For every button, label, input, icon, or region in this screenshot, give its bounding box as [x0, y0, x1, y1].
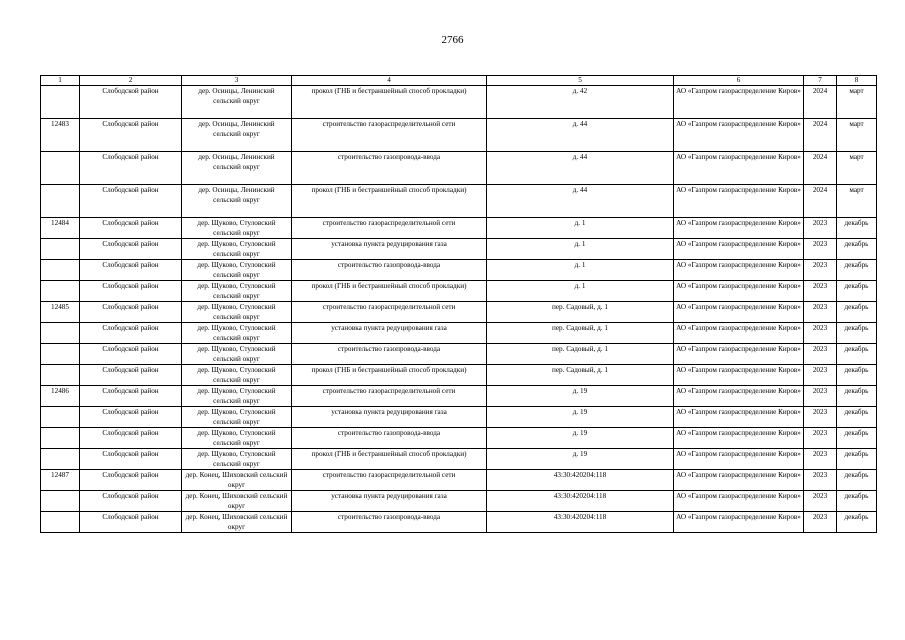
address-cell: пер. Садовый, д. 1: [487, 302, 674, 323]
address-cell: д. 44: [487, 185, 674, 218]
organization-cell: АО «Газпром газораспределение Киров»: [674, 491, 804, 512]
work-type-cell: строительство газопровода-ввода: [292, 428, 487, 449]
address-cell: д. 44: [487, 119, 674, 152]
organization-cell: АО «Газпром газораспределение Киров»: [674, 239, 804, 260]
table-row: [41, 86, 877, 119]
row-number-cell: 12485: [41, 302, 80, 323]
month-cell: декабрь: [837, 281, 877, 302]
row-number-cell: [41, 365, 80, 386]
month-cell: декабрь: [837, 218, 877, 239]
month-cell: декабрь: [837, 470, 877, 491]
row-number-cell: [41, 491, 80, 512]
work-type-cell: строительство газораспределительной сети: [292, 302, 487, 323]
table-body: [41, 86, 877, 533]
district-cell: Слободской район: [80, 218, 182, 239]
address-cell: д. 1: [487, 260, 674, 281]
address-cell: д. 44: [487, 152, 674, 185]
organization-cell: АО «Газпром газораспределение Киров»: [674, 86, 804, 119]
table-row: [41, 260, 877, 281]
settlement-cell: дер. Щуково, Стуловский сельский округ: [182, 323, 292, 344]
organization-cell: АО «Газпром газораспределение Киров»: [674, 152, 804, 185]
district-cell: Слободской район: [80, 86, 182, 119]
month-cell: декабрь: [837, 260, 877, 281]
district-cell: Слободской район: [80, 302, 182, 323]
row-number-cell: [41, 323, 80, 344]
table-row: [41, 512, 877, 533]
district-cell: Слободской район: [80, 281, 182, 302]
address-cell: пер. Садовый, д. 1: [487, 323, 674, 344]
district-cell: Слободской район: [80, 260, 182, 281]
settlement-cell: дер. Щуково, Стуловский сельский округ: [182, 239, 292, 260]
organization-cell: АО «Газпром газораспределение Киров»: [674, 260, 804, 281]
district-cell: Слободской район: [80, 344, 182, 365]
column-header: 1: [41, 76, 80, 86]
settlement-cell: дер. Осинцы, Ленинский сельский округ: [182, 185, 292, 218]
table-row: [41, 470, 877, 491]
row-number-cell: 12487: [41, 470, 80, 491]
row-number-cell: [41, 86, 80, 119]
work-type-cell: установка пункта редуцирования газа: [292, 407, 487, 428]
work-type-cell: строительство газораспределительной сети: [292, 218, 487, 239]
work-type-cell: установка пункта редуцирования газа: [292, 239, 487, 260]
settlement-cell: дер. Осинцы, Ленинский сельский округ: [182, 86, 292, 119]
month-cell: март: [837, 86, 877, 119]
work-type-cell: установка пункта редуцирования газа: [292, 323, 487, 344]
district-cell: Слободской район: [80, 365, 182, 386]
row-number-cell: [41, 344, 80, 365]
work-type-cell: прокол (ГНБ и бестраншейный способ прокладки): [292, 365, 487, 386]
district-cell: Слободской район: [80, 386, 182, 407]
gasification-register-table: [40, 75, 877, 533]
year-cell: 2023: [804, 386, 837, 407]
month-cell: декабрь: [837, 428, 877, 449]
organization-cell: АО «Газпром газораспределение Киров»: [674, 512, 804, 533]
address-cell: д. 19: [487, 428, 674, 449]
district-cell: Слободской район: [80, 152, 182, 185]
address-cell: пер. Садовый, д. 1: [487, 365, 674, 386]
organization-cell: АО «Газпром газораспределение Киров»: [674, 218, 804, 239]
work-type-cell: прокол (ГНБ и бестраншейный способ прокладки): [292, 449, 487, 470]
year-cell: 2023: [804, 344, 837, 365]
organization-cell: АО «Газпром газораспределение Киров»: [674, 386, 804, 407]
address-cell: д. 1: [487, 239, 674, 260]
column-header: 8: [837, 76, 877, 86]
address-cell: д. 19: [487, 449, 674, 470]
year-cell: 2023: [804, 407, 837, 428]
year-cell: 2023: [804, 218, 837, 239]
organization-cell: АО «Газпром газораспределение Киров»: [674, 185, 804, 218]
address-cell: пер. Садовый, д. 1: [487, 344, 674, 365]
address-cell: д. 19: [487, 386, 674, 407]
year-cell: 2024: [804, 119, 837, 152]
work-type-cell: строительство газораспределительной сети: [292, 470, 487, 491]
table-row: [41, 449, 877, 470]
table-row: [41, 185, 877, 218]
organization-cell: АО «Газпром газораспределение Киров»: [674, 470, 804, 491]
work-type-cell: строительство газопровода-ввода: [292, 344, 487, 365]
organization-cell: АО «Газпром газораспределение Киров»: [674, 281, 804, 302]
organization-cell: АО «Газпром газораспределение Киров»: [674, 302, 804, 323]
year-cell: 2023: [804, 281, 837, 302]
table-row: [41, 386, 877, 407]
month-cell: декабрь: [837, 512, 877, 533]
row-number-cell: 12483: [41, 119, 80, 152]
work-type-cell: прокол (ГНБ и бестраншейный способ прокладки): [292, 86, 487, 119]
year-cell: 2023: [804, 323, 837, 344]
district-cell: Слободской район: [80, 407, 182, 428]
table-row: [41, 407, 877, 428]
work-type-cell: строительство газопровода-ввода: [292, 260, 487, 281]
organization-cell: АО «Газпром газораспределение Киров»: [674, 119, 804, 152]
table-row: [41, 323, 877, 344]
organization-cell: АО «Газпром газораспределение Киров»: [674, 323, 804, 344]
month-cell: март: [837, 152, 877, 185]
row-number-cell: [41, 281, 80, 302]
year-cell: 2023: [804, 491, 837, 512]
table-row: [41, 491, 877, 512]
month-cell: декабрь: [837, 449, 877, 470]
row-number-cell: [41, 512, 80, 533]
work-type-cell: установка пункта редуцирования газа: [292, 491, 487, 512]
organization-cell: АО «Газпром газораспределение Киров»: [674, 407, 804, 428]
column-header: 3: [182, 76, 292, 86]
table-row: [41, 344, 877, 365]
row-number-cell: [41, 407, 80, 428]
page-number: 2766: [441, 34, 464, 46]
month-cell: декабрь: [837, 302, 877, 323]
table-row: [41, 428, 877, 449]
column-header: 4: [292, 76, 487, 86]
row-number-cell: [41, 239, 80, 260]
settlement-cell: дер. Щуково, Стуловский сельский округ: [182, 302, 292, 323]
address-cell: 43:30:420204:118: [487, 512, 674, 533]
month-cell: декабрь: [837, 323, 877, 344]
year-cell: 2023: [804, 470, 837, 491]
settlement-cell: дер. Осинцы, Ленинский сельский округ: [182, 119, 292, 152]
row-number-cell: [41, 260, 80, 281]
table-row: [41, 218, 877, 239]
work-type-cell: строительство газораспределительной сети: [292, 119, 487, 152]
settlement-cell: дер. Щуково, Стуловский сельский округ: [182, 407, 292, 428]
month-cell: март: [837, 185, 877, 218]
column-header: 2: [80, 76, 182, 86]
work-type-cell: строительство газопровода-ввода: [292, 152, 487, 185]
column-header: 5: [487, 76, 674, 86]
settlement-cell: дер. Щуково, Стуловский сельский округ: [182, 428, 292, 449]
settlement-cell: дер. Щуково, Стуловский сельский округ: [182, 218, 292, 239]
district-cell: Слободской район: [80, 512, 182, 533]
district-cell: Слободской район: [80, 119, 182, 152]
district-cell: Слободской район: [80, 428, 182, 449]
settlement-cell: дер. Щуково, Стуловский сельский округ: [182, 386, 292, 407]
year-cell: 2024: [804, 185, 837, 218]
work-type-cell: прокол (ГНБ и бестраншейный способ прокладки): [292, 185, 487, 218]
district-cell: Слободской район: [80, 239, 182, 260]
month-cell: декабрь: [837, 239, 877, 260]
address-cell: д. 1: [487, 218, 674, 239]
work-type-cell: строительство газораспределительной сети: [292, 386, 487, 407]
row-number-cell: [41, 449, 80, 470]
row-number-cell: [41, 428, 80, 449]
table-row: [41, 281, 877, 302]
settlement-cell: дер. Конец, Шиховский сельский округ: [182, 491, 292, 512]
address-cell: д. 42: [487, 86, 674, 119]
settlement-cell: дер. Щуково, Стуловский сельский округ: [182, 449, 292, 470]
organization-cell: АО «Газпром газораспределение Киров»: [674, 428, 804, 449]
organization-cell: АО «Газпром газораспределение Киров»: [674, 344, 804, 365]
month-cell: март: [837, 119, 877, 152]
table-row: [41, 239, 877, 260]
organization-cell: АО «Газпром газораспределение Киров»: [674, 365, 804, 386]
row-number-cell: [41, 152, 80, 185]
year-cell: 2023: [804, 512, 837, 533]
table-row: [41, 119, 877, 152]
table-row: [41, 152, 877, 185]
month-cell: декабрь: [837, 407, 877, 428]
address-cell: 43:30:420204:118: [487, 491, 674, 512]
year-cell: 2023: [804, 302, 837, 323]
settlement-cell: дер. Щуково, Стуловский сельский округ: [182, 281, 292, 302]
address-cell: 43:30:420204:118: [487, 470, 674, 491]
work-type-cell: строительство газопровода-ввода: [292, 512, 487, 533]
district-cell: Слободской район: [80, 449, 182, 470]
table-row: [41, 365, 877, 386]
column-number-header: [41, 76, 877, 86]
year-cell: 2024: [804, 152, 837, 185]
month-cell: декабрь: [837, 365, 877, 386]
district-cell: Слободской район: [80, 323, 182, 344]
year-cell: 2023: [804, 260, 837, 281]
settlement-cell: дер. Конец, Шиховский сельский округ: [182, 512, 292, 533]
district-cell: Слободской район: [80, 470, 182, 491]
row-number-cell: 12486: [41, 386, 80, 407]
row-number-cell: 12484: [41, 218, 80, 239]
month-cell: декабрь: [837, 386, 877, 407]
district-cell: Слободской район: [80, 185, 182, 218]
year-cell: 2023: [804, 365, 837, 386]
settlement-cell: дер. Конец, Шиховский сельский округ: [182, 470, 292, 491]
year-cell: 2023: [804, 428, 837, 449]
settlement-cell: дер. Осинцы, Ленинский сельский округ: [182, 152, 292, 185]
address-cell: д. 19: [487, 407, 674, 428]
year-cell: 2023: [804, 239, 837, 260]
month-cell: декабрь: [837, 491, 877, 512]
year-cell: 2024: [804, 86, 837, 119]
settlement-cell: дер. Щуково, Стуловский сельский округ: [182, 260, 292, 281]
column-header: 6: [674, 76, 804, 86]
year-cell: 2023: [804, 449, 837, 470]
month-cell: декабрь: [837, 344, 877, 365]
address-cell: д. 1: [487, 281, 674, 302]
settlement-cell: дер. Щуково, Стуловский сельский округ: [182, 344, 292, 365]
work-type-cell: прокол (ГНБ и бестраншейный способ прокладки): [292, 281, 487, 302]
column-header: 7: [804, 76, 837, 86]
organization-cell: АО «Газпром газораспределение Киров»: [674, 449, 804, 470]
row-number-cell: [41, 185, 80, 218]
settlement-cell: дер. Щуково, Стуловский сельский округ: [182, 365, 292, 386]
district-cell: Слободской район: [80, 491, 182, 512]
table-row: [41, 302, 877, 323]
